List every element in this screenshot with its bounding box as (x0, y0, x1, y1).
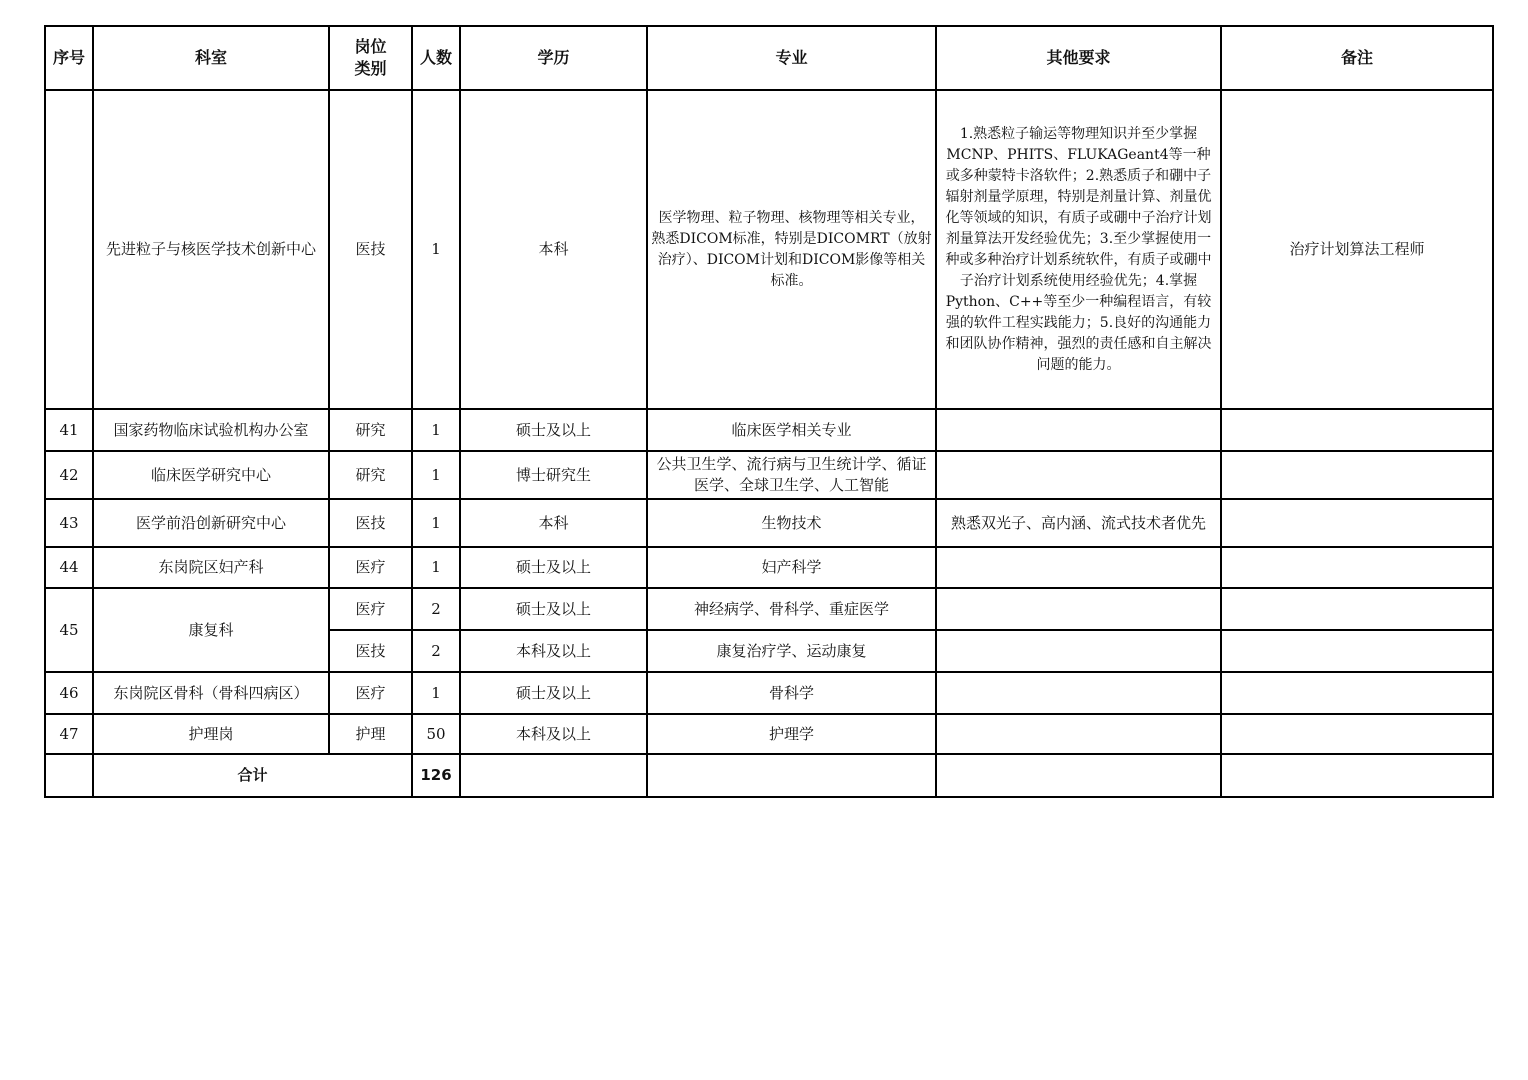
cell-edu: 硕士及以上 (460, 672, 647, 714)
cell-edu: 硕士及以上 (460, 588, 647, 630)
cell-remark (1221, 754, 1493, 797)
cell-count: 1 (412, 90, 460, 409)
cell-remark (1221, 714, 1493, 754)
cell-other (936, 547, 1221, 588)
cell-major: 康复治疗学、运动康复 (647, 630, 936, 672)
header-remark: 备注 (1221, 26, 1493, 90)
cell-edu: 本科 (460, 499, 647, 547)
cell-major: 护理学 (647, 714, 936, 754)
header-type (329, 26, 412, 90)
table-row (45, 90, 1493, 409)
table-row (45, 588, 1493, 630)
cell-edu: 本科及以上 (460, 714, 647, 754)
cell-count: 1 (412, 547, 460, 588)
cell-no: 46 (45, 672, 93, 714)
cell-remark (1221, 499, 1493, 547)
cell-type: 护理 (329, 714, 412, 754)
total-label: 合计 (93, 754, 412, 797)
header-count: 人数 (412, 26, 460, 90)
cell-type: 研究 (329, 409, 412, 451)
cell-dept: 先进粒子与核医学技术创新中心 (93, 90, 329, 409)
cell-remark (1221, 547, 1493, 588)
cell-remark (1221, 588, 1493, 630)
cell-other (936, 630, 1221, 672)
cell-type: 医疗 (329, 672, 412, 714)
cell-no (45, 90, 93, 409)
total-row (45, 754, 1493, 797)
cell-major: 生物技术 (647, 499, 936, 547)
cell-major (647, 754, 936, 797)
header-dept: 科室 (93, 26, 329, 90)
recruitment-table (44, 25, 1494, 798)
total-count: 126 (412, 754, 460, 797)
cell-count: 2 (412, 588, 460, 630)
cell-other: 熟悉双光子、高内涵、流式技术者优先 (936, 499, 1221, 547)
cell-remark (1221, 630, 1493, 672)
header-type-line2: 类别 (354, 59, 387, 78)
table-row (45, 714, 1493, 754)
cell-no: 44 (45, 547, 93, 588)
cell-dept: 东岗院区妇产科 (93, 547, 329, 588)
cell-type: 研究 (329, 451, 412, 499)
cell-edu: 本科及以上 (460, 630, 647, 672)
cell-dept: 护理岗 (93, 714, 329, 754)
cell-other (936, 672, 1221, 714)
cell-count: 1 (412, 499, 460, 547)
cell-remark: 治疗计划算法工程师 (1221, 90, 1493, 409)
table-row (45, 409, 1493, 451)
cell-dept: 临床医学研究中心 (93, 451, 329, 499)
header-other: 其他要求 (936, 26, 1221, 90)
cell-other (936, 588, 1221, 630)
table-row (45, 547, 1493, 588)
cell-no: 43 (45, 499, 93, 547)
cell-edu: 博士研究生 (460, 451, 647, 499)
cell-type: 医技 (329, 630, 412, 672)
cell-edu: 本科 (460, 90, 647, 409)
cell-major: 临床医学相关专业 (647, 409, 936, 451)
header-major: 专业 (647, 26, 936, 90)
cell-no: 41 (45, 409, 93, 451)
cell-other: 1.熟悉粒子输运等物理知识并至少掌握MCNP、PHITS、FLUKAGeant4等一种或多种蒙特卡洛软件；2.熟悉质子和硼中子辐射剂量学原理，特别是剂量计算、剂量优化等领域的知识，有质子或硼中子治疗计划剂量算法开发经验优先；3.至少掌握使用一种或多种治疗计划系统软件，有质子或硼中子治疗计划系统使用经验优先；4.掌握Python、C++等至少一种编程语言，有较强的软件工程实践能力；5.良好的沟通能力和团队协作精神，强烈的责任感和自主解决问题的能力。 (936, 90, 1221, 409)
cell-count: 1 (412, 672, 460, 714)
cell-major: 神经病学、骨科学、重症医学 (647, 588, 936, 630)
table-row (45, 499, 1493, 547)
cell-other (936, 714, 1221, 754)
cell-type: 医疗 (329, 588, 412, 630)
cell-major: 骨科学 (647, 672, 936, 714)
cell-dept: 医学前沿创新研究中心 (93, 499, 329, 547)
table-row (45, 672, 1493, 714)
cell-edu (460, 754, 647, 797)
cell-type: 医技 (329, 499, 412, 547)
cell-dept: 东岗院区骨科（骨科四病区） (93, 672, 329, 714)
cell-count: 1 (412, 451, 460, 499)
cell-dept: 国家药物临床试验机构办公室 (93, 409, 329, 451)
cell-no: 45 (45, 588, 93, 672)
cell-type: 医技 (329, 90, 412, 409)
cell-other (936, 754, 1221, 797)
table-row (45, 451, 1493, 499)
cell-edu: 硕士及以上 (460, 547, 647, 588)
cell-count: 1 (412, 409, 460, 451)
cell-no (45, 754, 93, 797)
cell-count: 50 (412, 714, 460, 754)
cell-remark (1221, 451, 1493, 499)
cell-remark (1221, 672, 1493, 714)
cell-type: 医疗 (329, 547, 412, 588)
cell-major: 妇产科学 (647, 547, 936, 588)
header-no: 序号 (45, 26, 93, 90)
cell-count: 2 (412, 630, 460, 672)
cell-other (936, 409, 1221, 451)
cell-major: 医学物理、粒子物理、核物理等相关专业， 熟悉DICOM标准，特别是DICOMRT（放射治疗）、DICOM计划和DICOM影像等相关标准。 (647, 90, 936, 409)
cell-major: 公共卫生学、流行病与卫生统计学、循证医学、全球卫生学、人工智能 (647, 451, 936, 499)
cell-other (936, 451, 1221, 499)
cell-dept: 康复科 (93, 588, 329, 672)
header-row (45, 26, 1493, 90)
cell-no: 42 (45, 451, 93, 499)
header-type-line1: 岗位 (354, 37, 387, 56)
cell-remark (1221, 409, 1493, 451)
header-edu: 学历 (460, 26, 647, 90)
cell-edu: 硕士及以上 (460, 409, 647, 451)
cell-no: 47 (45, 714, 93, 754)
